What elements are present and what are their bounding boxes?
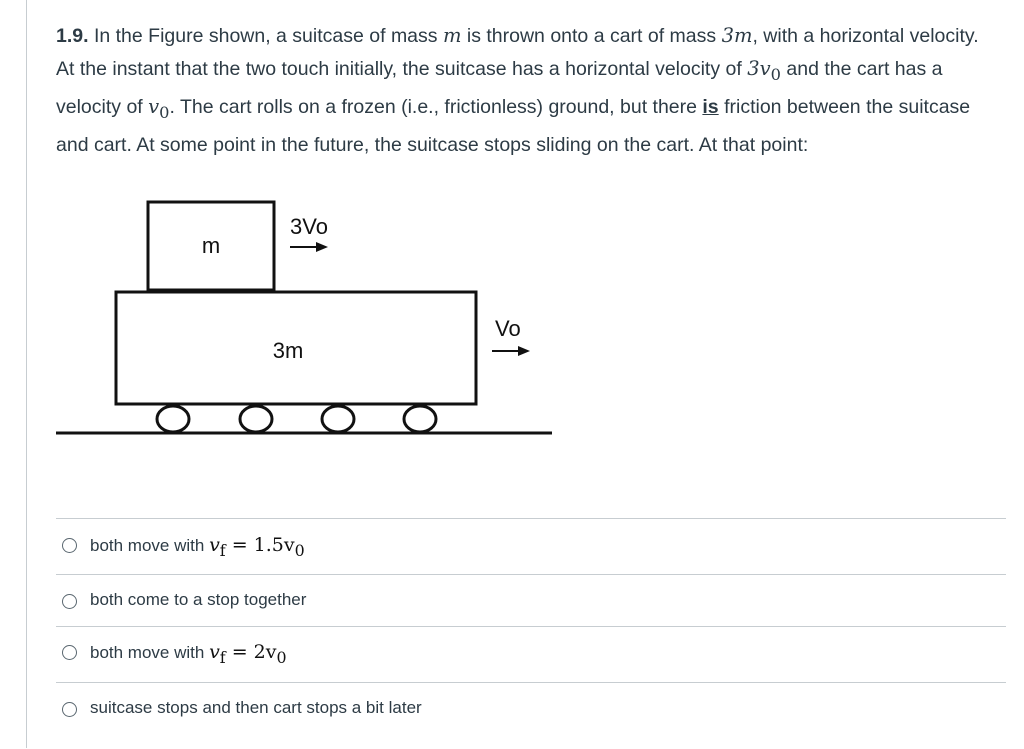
radio-button[interactable] <box>62 702 77 717</box>
suitcase-velocity-arrow <box>290 242 328 252</box>
cart-wheel <box>157 406 189 432</box>
cart-velocity-label: Vo <box>495 316 521 341</box>
question-text-part: friction between the suitcase and cart. At some point in the future, the suitcase stops sliding on the cart. At that point: <box>56 95 971 157</box>
question-text <box>56 20 996 162</box>
cart-wheel <box>404 406 436 432</box>
suitcase-mass-label: m <box>201 233 221 258</box>
radio-button[interactable] <box>62 538 77 553</box>
physics-figure <box>50 190 570 450</box>
answer-label: both move with $v_f = 1.5v_0$ <box>90 534 305 560</box>
cart-wheel <box>240 406 272 432</box>
question-text-part: In the Figure shown, a suitcase of mass <box>88 25 443 47</box>
content-left-border <box>26 0 27 748</box>
radio-button[interactable] <box>62 645 77 660</box>
answer-label: suitcase stops and then cart stops a bit later <box>90 698 422 717</box>
question-text-part: . The cart rolls on a frozen (i.e., frictionless) ground, but there <box>169 95 703 118</box>
cart-velocity-arrow <box>492 346 530 356</box>
answer-option-4[interactable] <box>56 682 1006 749</box>
question-text-part: , with a horizontal velocity. At the instant that the two touch initially, the suitcase has a horizontal velocity of <box>56 25 979 80</box>
question-text-part: and the cart has a velocity of <box>56 57 943 118</box>
answer-option-1[interactable] <box>56 518 1006 575</box>
cart-mass-label: 3m <box>272 338 304 363</box>
answer-option-3[interactable] <box>56 626 1006 683</box>
suitcase-velocity-label: 3Vo <box>290 214 328 239</box>
answer-label: both move with $v_f = 2v_0$ <box>90 641 287 667</box>
math-mass-3m: 3m <box>721 24 753 47</box>
answer-label: both come to a stop together <box>90 590 307 609</box>
cart-wheel <box>322 406 354 432</box>
math-velocity-v0: $v_0$ <box>148 94 170 122</box>
radio-button[interactable] <box>62 594 77 609</box>
math-mass-m: m <box>442 24 462 47</box>
answer-option-2[interactable] <box>56 574 1006 627</box>
math-velocity-3v0: $3v_0$ <box>747 56 781 84</box>
question-text-part: is thrown onto a cart of mass <box>461 25 722 47</box>
emphasized-is: is <box>702 95 719 118</box>
question-number: 1.9. <box>56 25 89 47</box>
